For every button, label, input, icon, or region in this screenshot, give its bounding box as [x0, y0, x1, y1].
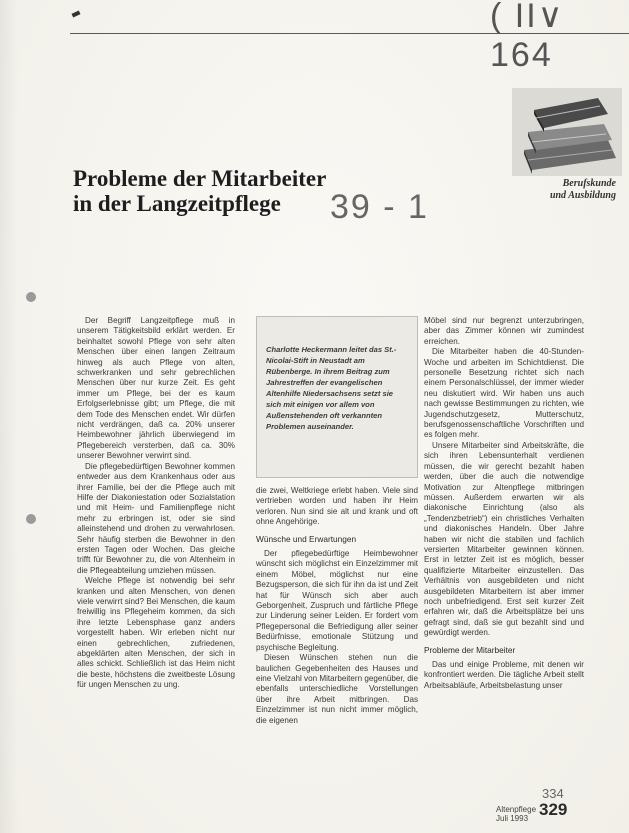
section-label — [550, 178, 616, 202]
paragraph: Das und einige Probleme, mit denen wir konfrontiert werden. Die tägliche Arbeit stellt Arbeitsabläufe, Arbeitsbelastung unser — [424, 660, 584, 690]
column-2 — [256, 486, 418, 726]
paragraph: die zwei, Weltkriege erlebt haben. Viele sind vertrieben worden und haben ihr Heim verloren. Nun sind sie alt und krank und oft ohne Angehörige. — [256, 486, 418, 527]
paragraph: Der Begriff Langzeitpflege muß in unserem Tätigkeitsbild erklärt werden. Er beinhaltet sowohl Pflege von sehr alten Menschen über einen langen Zeitraum hinweg als auch Pflege von alten, schwerkranken und sehr gebrechlichen Menschen über nur kurze Zeit. Es geht immer um Pflege, bei der es kaum Erfolgserlebnisse gibt; um Pflege, die mit dem Tode des Menschen endet. Wir dürfen nicht verdrängen, daß ca. 20% unserer Heimbewohner jährlich überwiegend im Pflegebereich versterben, daß ca. 30% unserer Bewohner verwirrt sind. — [77, 316, 235, 461]
column-3 — [424, 316, 584, 691]
handwritten-archive-number: ( ΙΙ∨ 164 — [490, 0, 565, 74]
intro-text: Charlotte Heckermann leitet das St.-Nicolai-Stift in Neustadt am Rübenberge. In ihrem Beitrag zum Jahrestreffen der evangelischen Altenhilfe Niedersachsens setzt sie sich mit einigen vor allem von Außenstehenden oft verkannten Problemen auseinander. — [266, 345, 397, 431]
paragraph: Möbel sind nur begrenzt unterzubringen, aber das Zimmer können wir zumindest erreichen. — [424, 316, 584, 346]
corner-mark — [72, 10, 81, 17]
handwritten-note: 39 - 1 — [330, 188, 429, 226]
journal-date: Juli 1993 — [496, 814, 529, 823]
paragraph: Die pflegebedürftigen Bewohner kommen entweder aus dem Krankenhaus oder aus ihrer Familie, bei der die Pflege auch mit Hilfe der Diakoniestation oder Sozialstation und mit Heim- und Familienpflege nicht mehr zu erbringen ist, oder sie sind alleinstehend und drohen zu verwahrlosen. Sehr häufig sterben die Bewohner in den ersten Tagen oder Wochen. Das gleiche trifft für Bewohner zu, die von Altenheim in die Pflegeabteilung umziehen müssen. — [77, 461, 235, 575]
paragraph: Der pflegebedürftige Heimbewohner wünscht sich möglichst ein Einzelzimmer mit einem Möbel, möglichst nur eine Bezugsperson, die sich für ihn da ist und Zeit hat für Wünsch sich aber auch Geborgenheit, Zuspruch und färtliche Pflege zur Linderung seiner Leiden. Er fordert vom Pflegepersonal die Befriedigung aller seiner Bedürfnisse, emotionale Stützung und psychische Begleitung. — [256, 549, 418, 652]
title-line-1: Probleme der Mitarbeiter — [73, 166, 327, 191]
journal-name: Altenpflege — [496, 805, 537, 814]
paragraph: Unsere Mitarbeiter sind Arbeitskräfte, die sich ihren Lebensunterhalt verdienen müssen, die wir gerecht bezahlt haben werden, über die auch die notwendige Motivation zur Altenpflege mitbringen müssen. Außerdem erwarten wir als diakonische Einrichtung (also als „Tendenzbetrieb“) ein christliches Verhalten und diakonisches Handeln. Über Jahre haben wir nicht die stabilen und fachlich versierten Mitarbeiter gewinnen können. Erst in letzter Zeit ist es möglich, besser qualifizierte Mitarbeiter einzustellen. Das Verhältnis von ausgebildeten und nicht ausgebildeten Mitarbeitern ist aber immer noch unbefriedigend. Erst seit kurzer Zeit erfahren wir, daß die Arbeitsplätze bei uns gefragt sind, daß sie gut bezahlt sind und gewürdigt werden. — [424, 440, 584, 638]
section-line-1: Berufskunde — [562, 178, 616, 189]
binding-hole — [26, 514, 36, 524]
journal-info — [496, 805, 536, 823]
article-title — [73, 166, 326, 216]
binding-hole — [26, 292, 36, 302]
books-illustration — [512, 88, 622, 176]
paragraph: Diesen Wünschen stehen nun die baulichen Gegebenheiten des Hauses und eine Vielzahl von Mitarbeitern gegenüber, die ebenfalls unterschiedliche Vorstellungen über ihre Arbeit mitbringen. Das Einzelzimmer ist nun nicht immer möglich, die eigenen — [256, 653, 418, 725]
column-1 — [77, 316, 235, 691]
page-number: 329 — [539, 800, 568, 819]
handwritten-page-number: 334 — [542, 786, 564, 801]
section-line-2: und Ausbildung — [549, 190, 616, 201]
paragraph: Die Mitarbeiter haben die 40-Stunden-Woche und arbeiten im Schichtdienst. Die personelle Besetzung richtet sich nach einem Personalschlüssel, der immer wieder neu diskutiert wird. Wir haben uns auch nach gewisse Bestimmungen zu richten, wie Jugendschutzgesetz, Mutterschutz, berufsgenossenschaftliche Vorschriften und es folgen mehr. — [424, 347, 584, 440]
subheading: Wünsche und Erwartungen — [256, 533, 357, 544]
paragraph: Welche Pflege ist notwendig bei sehr kranken und alten Menschen, von denen viele verwirrt sind? Bei Menschen, die kaum freiwillig ins Pflegeheim kommen, da sich ihre letzte Lebensphase ganz anders vorgestellt haben. Wir erleben nicht nur einen gebrechlichen, zufriedenen, abgeklärten alten Menschen, der sich in alles schickt. Schließlich ist das Heim nicht die beste, höchstens die zweitbeste Lösung für ungen Menschen zu ung. — [77, 576, 235, 690]
title-line-2: in der Langzeitpflege — [73, 191, 281, 216]
subheading: Probleme der Mitarbeiter — [424, 644, 516, 655]
